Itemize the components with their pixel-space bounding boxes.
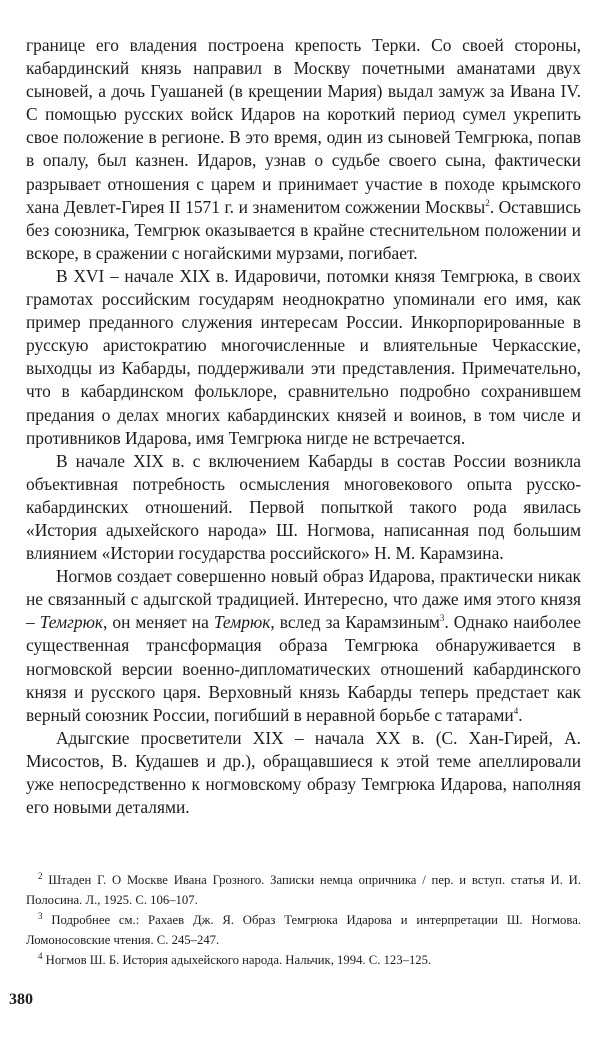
footnotes	[26, 870, 581, 970]
page-number: 380	[9, 991, 33, 1008]
paragraph-1: границе его владения построена крепость Терки. Со своей стороны, кабардинский князь направил в Москву почетными аманатами двух сыновей, а дочь Гуашаней (в крещении Мария) выдал замуж за Ивана IV. С помощью русских войск Идаров на короткий период сумел укрепить свое положение в регионе. В это время, один из сыновей Темгрюка, попав в опалу, был казнен. Идаров, узнав о судьбе своего сына, фактически разрывает отношения с царем и принимает участие в походе крымского хана Девлет-Гирея II 1571 г. и знаменитом сожжении Москвы$^2$. Оставшись без союзника, Темгрюк оказывается в крайне стеснительном положении и вскоре, в сражении с ногайскими мурзами, погибает.	[26, 35, 581, 263]
paragraph-2: В XVI – начале XIX в. Идаровичи, потомки князя Темгрюка, в своих грамотах российским государям неоднократно упоминали его имя, как пример преданного служения интересам России. Инкорпорированные в русскую аристократию многочисленные и влиятельные Черкасские, выходцы из Кабарды, поддерживали эти представления. Примечательно, что в кабардинском фольклоре, сравнительно подробно сохранившем предания о делах многих кабардинских князей и воинов, в том числе и противников Идарова, имя Темгрюка нигде не встречается.	[26, 265, 581, 448]
paragraph-3: В начале XIX в. с включением Кабарды в состав России возникла объективная потребность осмысления многовекового опыта русско-кабардинских отношений. Первой попыткой такого рода явилась «История адыхейского народа» Ш. Ногмова, написанная под большим влиянием «Истории государства российского» Н. М. Карамзина.	[26, 450, 581, 564]
footnote-ref-2: 2	[485, 197, 490, 208]
footnote-4: $^4$ Ногмов Ш. Б. История адыхейского народа. Нальчик, 1994. С. 123–125.	[38, 950, 432, 967]
main-text	[26, 34, 581, 819]
name-temgryuk: Темгрюк	[39, 612, 104, 633]
footnote-ref-3: 3	[439, 613, 445, 624]
footnote-2: $^2$ Штаден Г. О Москве Ивана Грозного. Записки немца опричника / пер. и вступ. статья И. И. Полосина. Л., 1925. С. 106–107.	[26, 870, 581, 907]
name-temryuk: Темрюк	[213, 612, 271, 633]
paragraph-4: Ногмов создает совершенно новый образ Идарова, практически никак не связанный с адыгской традицией. Интересно, что даже имя этого князя – Темгрюк, он меняет на Темрюк, вслед за Карамзиным$^3$. Однако наиболее существенная трансформация образа Темгрюка обнаруживается в ногмовской версии военно-дипломатических отношений кабардинского князя и русского царя. Верховный князь Кабарды теперь предстает как верный союзник России, погибший в неравной борьбе с татарами$^4$.	[26, 566, 581, 725]
paragraph-5: Адыгские просветители XIX – начала XX в. (С. Хан-Гирей, А. Мисостов, В. Кудашев и др.), обращавшиеся к этой теме апеллировали уже непосредственно к ногмовскому образу Темгрюка Идарова, наполняя его новыми деталями.	[26, 727, 581, 818]
footnote-ref-4: 4	[513, 705, 519, 716]
footnote-3: $^3$ Подробнее см.: Рахаев Дж. Я. Образ Темгрюка Идарова и интерпретации Ш. Ногмова. Ломоносовские чтения. С. 245–247.	[26, 910, 582, 947]
